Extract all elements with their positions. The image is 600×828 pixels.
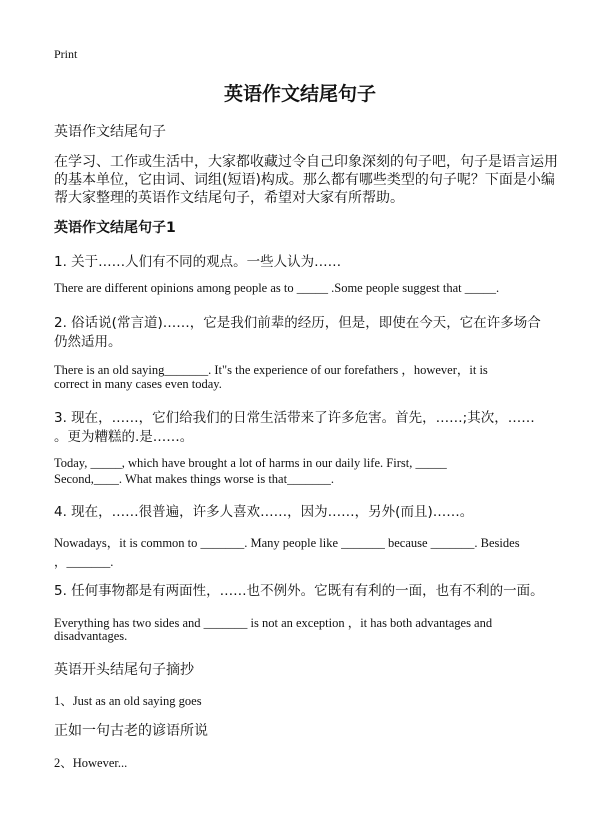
item-5-en-line-2: disadvantages. — [54, 629, 128, 643]
item-4-cn-line-1: 4. 现在，……很普遍，许多人喜欢……，因为……，另外(而且)……。 — [54, 504, 474, 520]
item-2-cn-line-2: 仍然适用。 — [54, 334, 122, 350]
intro-line-2: 的基本单位，它由词、词组(短语)构成。那么都有哪些类型的句子呢？下面是小编 — [54, 172, 555, 188]
intro-line-3: 帮大家整理的英语作文结尾句子，希望对大家有所帮助。 — [54, 190, 404, 206]
page-title: 英语作文结尾句子 — [223, 83, 376, 105]
excerpt-1-en: 1、Just as an old saying goes — [54, 694, 202, 708]
section-heading-1: 英语作文结尾句子1 — [54, 220, 176, 236]
item-5-en-line-1: Everything has two sides and _______ is not an exception ，it has both advantages and — [54, 616, 493, 630]
item-1-cn-line-1: 1. 关于……人们有不同的观点。一些人认为…… — [54, 254, 342, 270]
item-4-en-line-1: Nowadays，it is common to _______. Many people like _______ because _______. Besides — [54, 536, 520, 550]
item-3-en-line-1: Today, _____, which have brought a lot of harms in our daily life. First, _____ — [54, 456, 447, 470]
excerpt-2-en: 2、However... — [54, 756, 128, 770]
excerpt-1-cn: 正如一句古老的谚语所说 — [54, 723, 208, 739]
section-heading-2: 英语开头结尾句子摘抄 — [54, 662, 194, 678]
print-link[interactable]: Print — [54, 47, 78, 61]
item-3-en-line-2: Second,____. What makes things worse is that_______. — [54, 472, 334, 486]
intro-line-1: 在学习、工作或生活中，大家都收藏过令自己印象深刻的句子吧，句子是语言运用 — [54, 154, 558, 170]
item-2-en-line-2: correct in many cases even today. — [54, 377, 222, 391]
item-1-en-line-1: There are different opinions among people as to _____ .Some people suggest that _____. — [54, 281, 500, 295]
item-2-cn-line-1: 2. 俗话说(常言道)……，它是我们前辈的经历，但是，即使在今天，它在许多场合 — [54, 315, 541, 331]
item-3-cn-line-1: 3. 现在，……，它们给我们的日常生活带来了许多危害。首先，……;其次，…… — [54, 410, 535, 426]
item-5-cn-line-1: 5. 任何事物都是有两面性，……也不例外。它既有有利的一面，也有不利的一面。 — [54, 583, 544, 599]
subtitle: 英语作文结尾句子 — [54, 124, 166, 140]
item-3-cn-line-2: 。更为糟糕的.是……。 — [54, 429, 194, 445]
item-4-en-line-2: ，_______. — [54, 555, 114, 569]
item-2-en-line-1: There is an old saying_______. It"s the experience of our forefathers ，however，it is — [54, 363, 488, 377]
